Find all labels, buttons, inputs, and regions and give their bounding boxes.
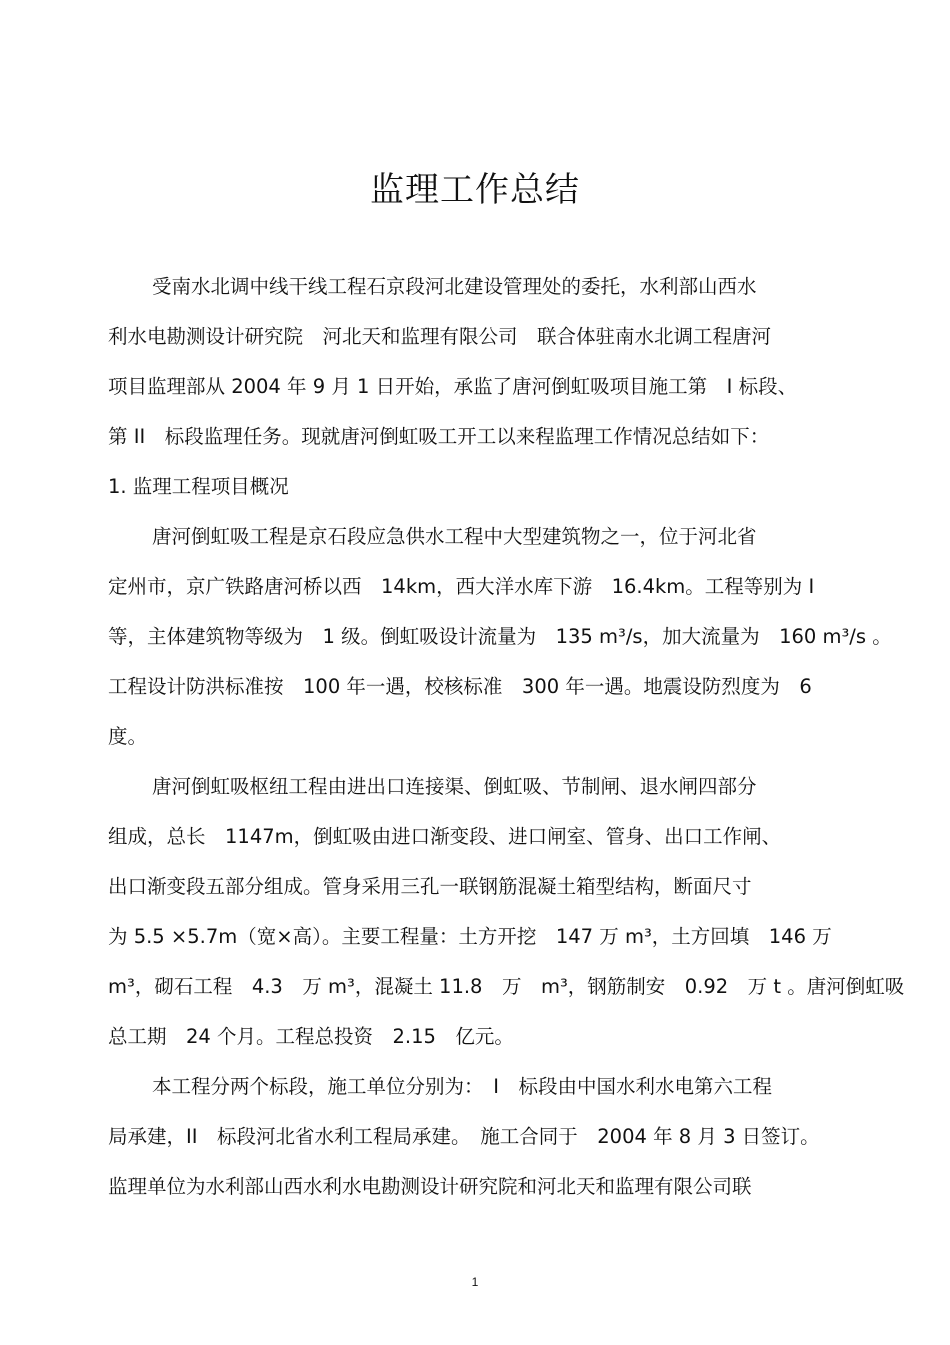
paragraph-line: 项目监理部从 2004 年 9 月 1 日开始，承监了唐河倒虹吸项目施工第 I 标段、: [108, 375, 798, 398]
paragraph-line: 出口渐变段五部分组成。管身采用三孔一联钢筋混凝土箱型结构，断面尺寸: [108, 875, 752, 898]
paragraph-line: 组成，总长 1147m，倒虹吸由进口渐变段、进口闸室、管身、出口工作闸、: [108, 825, 782, 848]
paragraph-line: 工程设计防洪标准按 100 年一遇，校核标准 300 年一遇。地震设防烈度为 6: [108, 675, 812, 698]
paragraph-line: 第 II 标段监理任务。现就唐河倒虹吸工开工以来程监理工作情况总结如下：: [108, 425, 770, 448]
paragraph-line: 为 5.5 ×5.7m（宽×高）。主要工程量：土方开挖 147 万 m³，土方回填 146 万: [108, 925, 832, 948]
paragraph-line: m³，砌石工程 4.3 万 m³，混凝土 11.8 万 m³，钢筋制安 0.92 万 t 。唐河倒虹吸: [108, 975, 905, 998]
paragraph-line: 唐河倒虹吸枢纽工程由进出口连接渠、倒虹吸、节制闸、退水闸四部分: [152, 775, 757, 798]
paragraph-line: 定州市，京广铁路唐河桥以西 14km，西大洋水库下游 16.4km。工程等别为 I: [108, 575, 815, 598]
paragraph-line: 受南水北调中线干线工程石京段河北建设管理处的委托，水利部山西水: [152, 275, 757, 298]
paragraph-line: 监理单位为水利部山西水利水电勘测设计研究院和河北天和监理有限公司联: [108, 1175, 752, 1198]
page-number: 1: [471, 1275, 479, 1289]
paragraph-line: 总工期 24 个月。工程总投资 2.15 亿元。: [108, 1025, 514, 1048]
document-title: 监理工作总结: [370, 170, 580, 210]
paragraph-line: 局承建，II 标段河北省水利工程局承建。 施工合同于 2004 年 8 月 3 日签订。: [108, 1125, 820, 1148]
paragraph-line: 本工程分两个标段，施工单位分别为： I 标段由中国水利水电第六工程: [152, 1075, 773, 1098]
paragraph-line: 利水电勘测设计研究院 河北天和监理有限公司 联合体驻南水北调工程唐河: [108, 325, 772, 348]
paragraph-line: 等，主体建筑物等级为 1 级。倒虹吸设计流量为 135 m³/s，加大流量为 160 m³/s 。: [108, 625, 892, 648]
paragraph-line: 唐河倒虹吸工程是京石段应急供水工程中大型建筑物之一，位于河北省: [152, 525, 757, 548]
section-heading: 1. 监理工程项目概况: [108, 475, 289, 498]
paragraph-line: 度。: [108, 725, 148, 748]
